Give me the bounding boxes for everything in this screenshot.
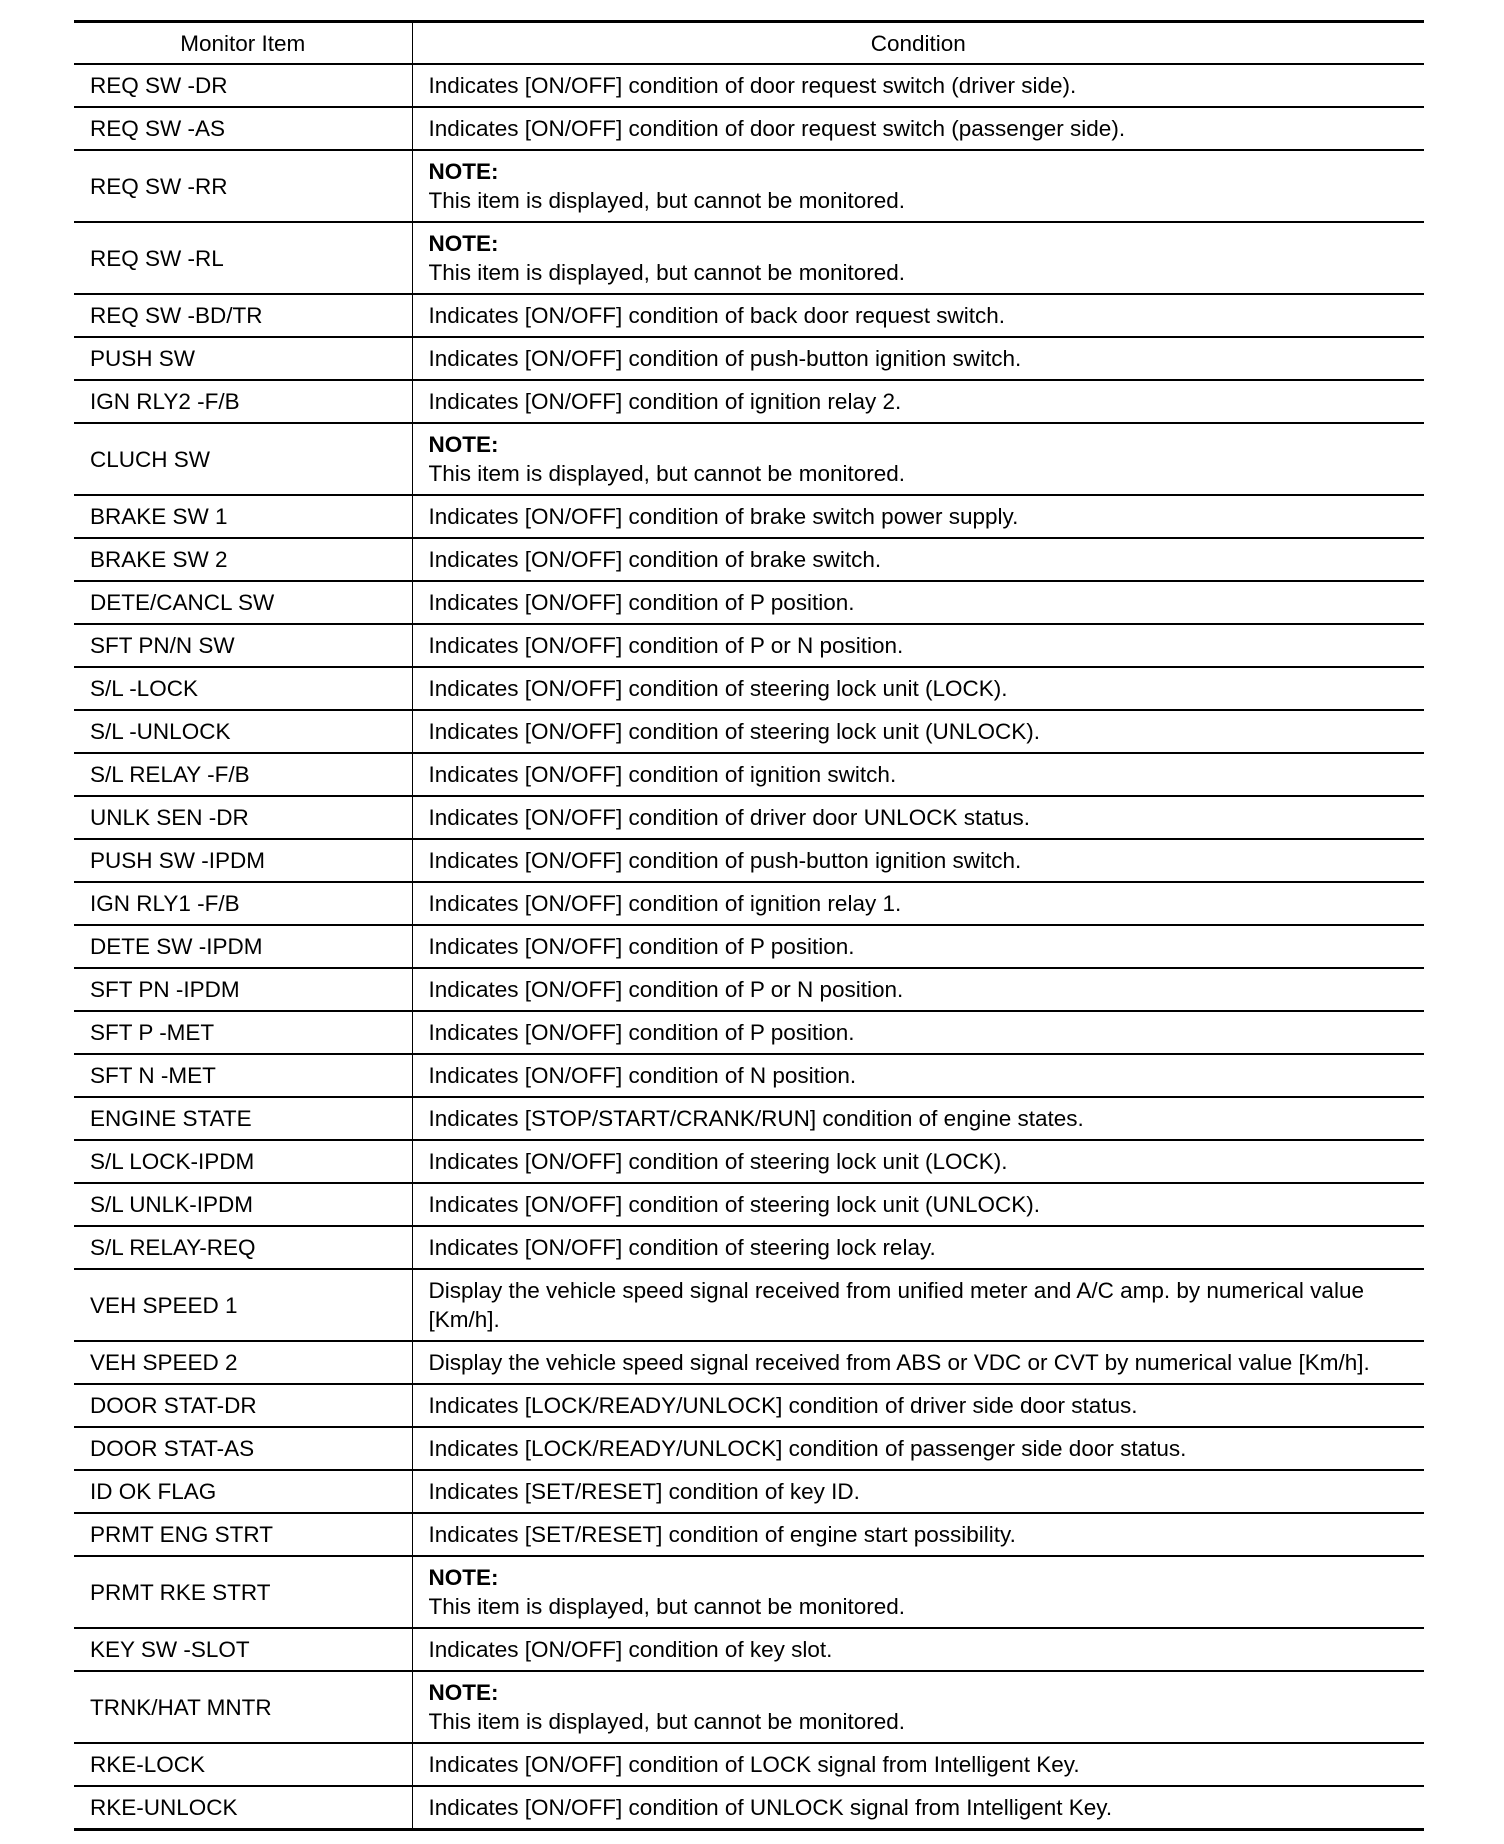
condition-cell: Indicates [ON/OFF] condition of steering lock unit (UNLOCK). bbox=[412, 1183, 1424, 1226]
monitor-item-cell: DETE/CANCL SW bbox=[74, 581, 412, 624]
table-row bbox=[74, 1513, 1424, 1556]
monitor-item-cell: DOOR STAT-DR bbox=[74, 1384, 412, 1427]
monitor-item-cell: ENGINE STATE bbox=[74, 1097, 412, 1140]
note-label: NOTE: bbox=[428, 231, 499, 256]
table-row bbox=[74, 925, 1424, 968]
monitor-item-cell: DOOR STAT-AS bbox=[74, 1427, 412, 1470]
table-row bbox=[74, 1054, 1424, 1097]
monitor-item-cell: S/L UNLK-IPDM bbox=[74, 1183, 412, 1226]
monitor-item-table bbox=[74, 20, 1424, 1831]
condition-cell bbox=[412, 222, 1424, 294]
monitor-item-cell: S/L -UNLOCK bbox=[74, 710, 412, 753]
table-row bbox=[74, 1183, 1424, 1226]
condition-cell: Indicates [ON/OFF] condition of door request switch (driver side). bbox=[412, 64, 1424, 107]
condition-cell: Indicates [ON/OFF] condition of P position. bbox=[412, 1011, 1424, 1054]
condition-cell: Indicates [ON/OFF] condition of push-button ignition switch. bbox=[412, 337, 1424, 380]
monitor-item-cell: SFT PN -IPDM bbox=[74, 968, 412, 1011]
monitor-item-cell: S/L RELAY -F/B bbox=[74, 753, 412, 796]
monitor-item-cell: KEY SW -SLOT bbox=[74, 1628, 412, 1671]
condition-cell: Indicates [ON/OFF] condition of LOCK signal from Intelligent Key. bbox=[412, 1743, 1424, 1786]
condition-cell: Indicates [SET/RESET] condition of engine start possibility. bbox=[412, 1513, 1424, 1556]
monitor-item-cell: IGN RLY2 -F/B bbox=[74, 380, 412, 423]
condition-cell: Indicates [ON/OFF] condition of driver door UNLOCK status. bbox=[412, 796, 1424, 839]
condition-cell: Indicates [ON/OFF] condition of UNLOCK signal from Intelligent Key. bbox=[412, 1786, 1424, 1830]
monitor-item-cell: PUSH SW -IPDM bbox=[74, 839, 412, 882]
table-header bbox=[74, 22, 1424, 65]
table-row bbox=[74, 1786, 1424, 1830]
monitor-item-cell: PRMT RKE STRT bbox=[74, 1556, 412, 1628]
table-row bbox=[74, 753, 1424, 796]
table-row bbox=[74, 882, 1424, 925]
table-row bbox=[74, 839, 1424, 882]
table-row bbox=[74, 624, 1424, 667]
table-row bbox=[74, 1628, 1424, 1671]
monitor-item-cell: REQ SW -BD/TR bbox=[74, 294, 412, 337]
condition-cell: Indicates [LOCK/READY/UNLOCK] condition of passenger side door status. bbox=[412, 1427, 1424, 1470]
table-row bbox=[74, 64, 1424, 107]
monitor-item-cell: VEH SPEED 2 bbox=[74, 1341, 412, 1384]
table-row bbox=[74, 495, 1424, 538]
note-text: This item is displayed, but cannot be monitored. bbox=[428, 188, 905, 213]
condition-cell: Indicates [ON/OFF] condition of P or N position. bbox=[412, 624, 1424, 667]
table-row bbox=[74, 1384, 1424, 1427]
table-row bbox=[74, 581, 1424, 624]
table-row bbox=[74, 1470, 1424, 1513]
header-condition: Condition bbox=[412, 22, 1424, 65]
table-row bbox=[74, 710, 1424, 753]
note-text: This item is displayed, but cannot be monitored. bbox=[428, 1709, 905, 1734]
table-row bbox=[74, 1269, 1424, 1341]
condition-cell: Indicates [ON/OFF] condition of door request switch (passenger side). bbox=[412, 107, 1424, 150]
condition-cell: Indicates [LOCK/READY/UNLOCK] condition of driver side door status. bbox=[412, 1384, 1424, 1427]
condition-cell: Indicates [ON/OFF] condition of brake switch. bbox=[412, 538, 1424, 581]
condition-cell: Display the vehicle speed signal received from ABS or VDC or CVT by numerical value [Km/h]. bbox=[412, 1341, 1424, 1384]
monitor-item-cell: RKE-UNLOCK bbox=[74, 1786, 412, 1830]
table-row bbox=[74, 1341, 1424, 1384]
monitor-item-cell: CLUCH SW bbox=[74, 423, 412, 495]
condition-cell: Indicates [ON/OFF] condition of P position. bbox=[412, 581, 1424, 624]
note-label: NOTE: bbox=[428, 432, 499, 457]
monitor-item-cell: SFT N -MET bbox=[74, 1054, 412, 1097]
condition-cell: Indicates [ON/OFF] condition of ignition relay 2. bbox=[412, 380, 1424, 423]
table-body bbox=[74, 64, 1424, 1830]
condition-cell bbox=[412, 423, 1424, 495]
note-text: This item is displayed, but cannot be monitored. bbox=[428, 1594, 905, 1619]
condition-cell bbox=[412, 1556, 1424, 1628]
condition-cell: Indicates [ON/OFF] condition of steering lock unit (UNLOCK). bbox=[412, 710, 1424, 753]
table-row bbox=[74, 222, 1424, 294]
condition-cell: Indicates [ON/OFF] condition of ignition relay 1. bbox=[412, 882, 1424, 925]
condition-cell: Indicates [ON/OFF] condition of steering lock unit (LOCK). bbox=[412, 667, 1424, 710]
table-row bbox=[74, 1140, 1424, 1183]
condition-cell: Indicates [ON/OFF] condition of push-button ignition switch. bbox=[412, 839, 1424, 882]
monitor-item-cell: PUSH SW bbox=[74, 337, 412, 380]
monitor-item-cell: SFT PN/N SW bbox=[74, 624, 412, 667]
table-row bbox=[74, 150, 1424, 222]
table-row bbox=[74, 380, 1424, 423]
monitor-item-cell: TRNK/HAT MNTR bbox=[74, 1671, 412, 1743]
monitor-item-cell: S/L -LOCK bbox=[74, 667, 412, 710]
monitor-item-cell: REQ SW -RL bbox=[74, 222, 412, 294]
monitor-item-cell: REQ SW -AS bbox=[74, 107, 412, 150]
monitor-item-cell: IGN RLY1 -F/B bbox=[74, 882, 412, 925]
note-text: This item is displayed, but cannot be monitored. bbox=[428, 260, 905, 285]
monitor-item-cell: REQ SW -DR bbox=[74, 64, 412, 107]
header-monitor-item: Monitor Item bbox=[74, 22, 412, 65]
table-row bbox=[74, 1097, 1424, 1140]
monitor-item-cell: SFT P -MET bbox=[74, 1011, 412, 1054]
table-row bbox=[74, 294, 1424, 337]
table-row bbox=[74, 423, 1424, 495]
table-row bbox=[74, 337, 1424, 380]
table-row bbox=[74, 1226, 1424, 1269]
table-row bbox=[74, 1671, 1424, 1743]
table-row bbox=[74, 667, 1424, 710]
condition-cell: Indicates [ON/OFF] condition of P or N position. bbox=[412, 968, 1424, 1011]
monitor-item-cell: S/L LOCK-IPDM bbox=[74, 1140, 412, 1183]
monitor-item-cell: PRMT ENG STRT bbox=[74, 1513, 412, 1556]
monitor-item-cell: BRAKE SW 1 bbox=[74, 495, 412, 538]
table-row bbox=[74, 1427, 1424, 1470]
note-label: NOTE: bbox=[428, 1680, 499, 1705]
table-row bbox=[74, 1011, 1424, 1054]
monitor-item-cell: RKE-LOCK bbox=[74, 1743, 412, 1786]
condition-cell: Indicates [ON/OFF] condition of N position. bbox=[412, 1054, 1424, 1097]
condition-cell: Display the vehicle speed signal received from unified meter and A/C amp. by numerical value [Km/h]. bbox=[412, 1269, 1424, 1341]
condition-cell: Indicates [ON/OFF] condition of P position. bbox=[412, 925, 1424, 968]
table-row bbox=[74, 796, 1424, 839]
table-row bbox=[74, 538, 1424, 581]
condition-cell: Indicates [ON/OFF] condition of steering lock unit (LOCK). bbox=[412, 1140, 1424, 1183]
monitor-item-cell: VEH SPEED 1 bbox=[74, 1269, 412, 1341]
condition-cell: Indicates [ON/OFF] condition of steering lock relay. bbox=[412, 1226, 1424, 1269]
note-text: This item is displayed, but cannot be monitored. bbox=[428, 461, 905, 486]
condition-cell: Indicates [STOP/START/CRANK/RUN] condition of engine states. bbox=[412, 1097, 1424, 1140]
condition-cell bbox=[412, 1671, 1424, 1743]
header-row bbox=[74, 22, 1424, 65]
monitor-item-cell: REQ SW -RR bbox=[74, 150, 412, 222]
condition-cell bbox=[412, 150, 1424, 222]
table-row bbox=[74, 1556, 1424, 1628]
note-label: NOTE: bbox=[428, 159, 499, 184]
condition-cell: Indicates [ON/OFF] condition of brake switch power supply. bbox=[412, 495, 1424, 538]
condition-cell: Indicates [ON/OFF] condition of back door request switch. bbox=[412, 294, 1424, 337]
condition-cell: Indicates [SET/RESET] condition of key ID. bbox=[412, 1470, 1424, 1513]
note-label: NOTE: bbox=[428, 1565, 499, 1590]
condition-cell: Indicates [ON/OFF] condition of ignition switch. bbox=[412, 753, 1424, 796]
monitor-item-cell: ID OK FLAG bbox=[74, 1470, 412, 1513]
condition-cell: Indicates [ON/OFF] condition of key slot. bbox=[412, 1628, 1424, 1671]
monitor-item-cell: S/L RELAY-REQ bbox=[74, 1226, 412, 1269]
monitor-item-cell: BRAKE SW 2 bbox=[74, 538, 412, 581]
monitor-item-cell: DETE SW -IPDM bbox=[74, 925, 412, 968]
monitor-item-cell: UNLK SEN -DR bbox=[74, 796, 412, 839]
table-row bbox=[74, 107, 1424, 150]
table-row bbox=[74, 968, 1424, 1011]
table-row bbox=[74, 1743, 1424, 1786]
